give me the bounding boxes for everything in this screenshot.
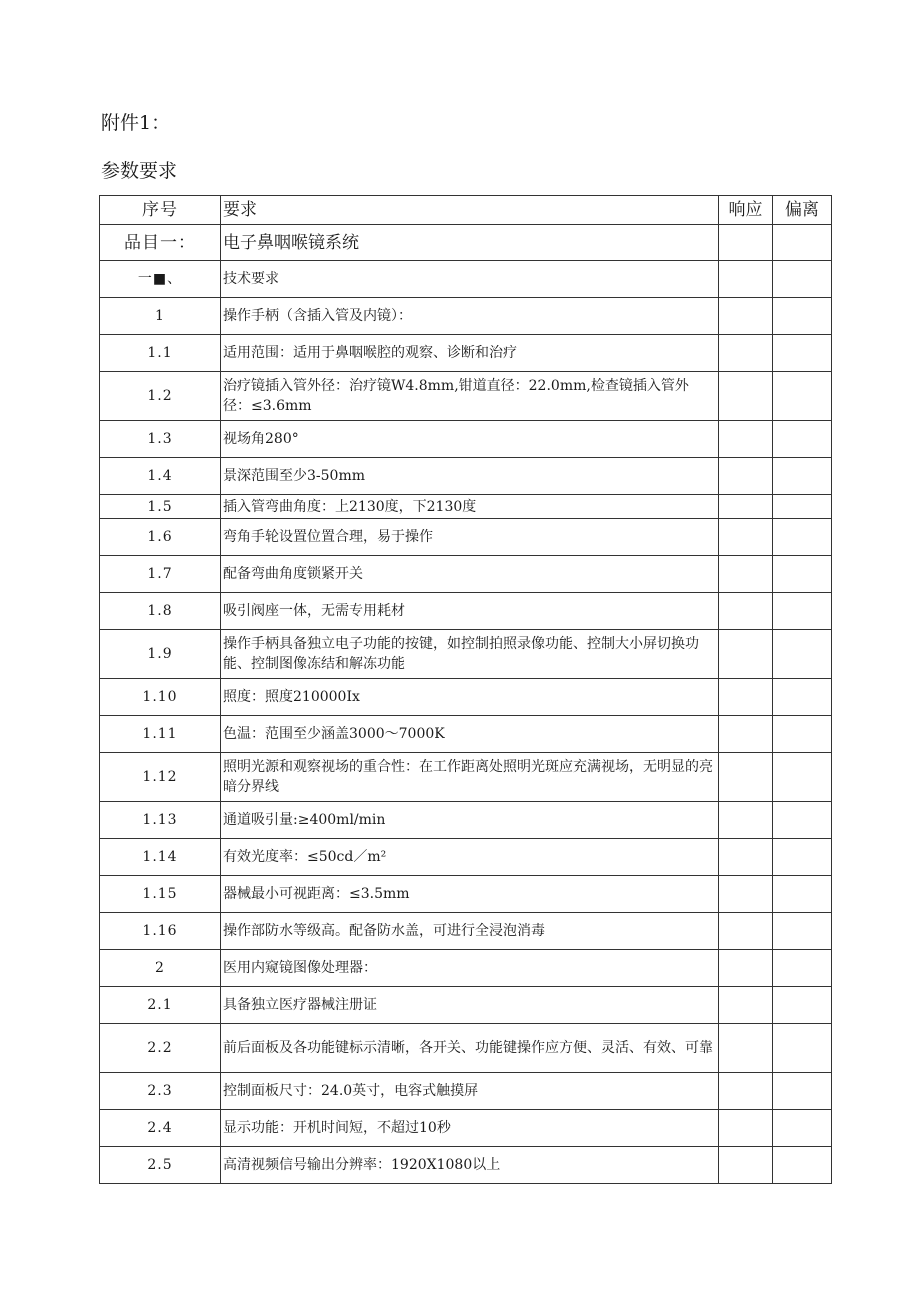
row-deviation <box>773 679 832 716</box>
row-response <box>719 1073 773 1110</box>
row-number: 1.10 <box>100 679 221 716</box>
row-requirement: 景深范围至少3-50mm <box>221 458 719 495</box>
row-response <box>719 716 773 753</box>
row-response <box>719 225 773 261</box>
row-deviation <box>773 458 832 495</box>
table-header-row <box>100 196 832 225</box>
row-deviation <box>773 876 832 913</box>
row-number: 2.5 <box>100 1147 221 1184</box>
table-row <box>100 335 832 372</box>
table-row <box>100 913 832 950</box>
row-requirement: 适用范围：适用于鼻咽喉腔的观察、诊断和治疗 <box>221 335 719 372</box>
row-response <box>719 987 773 1024</box>
row-requirement: 弯角手轮设置位置合理，易于操作 <box>221 519 719 556</box>
row-deviation <box>773 593 832 630</box>
row-number: 1.9 <box>100 630 221 679</box>
row-deviation <box>773 1147 832 1184</box>
table-row <box>100 298 832 335</box>
table-row <box>100 421 832 458</box>
row-deviation <box>773 298 832 335</box>
row-number: 1.11 <box>100 716 221 753</box>
row-requirement: 色温：范围至少涵盖3000〜7000K <box>221 716 719 753</box>
row-number: 1.3 <box>100 421 221 458</box>
row-response <box>719 1024 773 1073</box>
row-number: 1.16 <box>100 913 221 950</box>
row-deviation <box>773 716 832 753</box>
row-number: 1.4 <box>100 458 221 495</box>
requirements-table <box>99 195 832 1184</box>
row-number: 1.12 <box>100 753 221 802</box>
row-response <box>719 1110 773 1147</box>
row-requirement: 吸引阀座一体，无需专用耗材 <box>221 593 719 630</box>
header-response: 响应 <box>719 196 773 225</box>
row-number: 2.2 <box>100 1024 221 1073</box>
row-number: 1.13 <box>100 802 221 839</box>
row-response <box>719 519 773 556</box>
row-deviation <box>773 630 832 679</box>
row-response <box>719 950 773 987</box>
row-deviation <box>773 1024 832 1073</box>
row-number: 1 <box>100 298 221 335</box>
row-requirement: 配备弯曲角度锁紧开关 <box>221 556 719 593</box>
row-response <box>719 458 773 495</box>
row-number: 1.14 <box>100 839 221 876</box>
row-requirement: 照明光源和观察视场的重合性：在工作距离处照明光斑应充满视场，无明显的亮暗分界线 <box>221 753 719 802</box>
table-row <box>100 1110 832 1147</box>
requirements-table-body <box>100 196 832 1184</box>
row-deviation <box>773 225 832 261</box>
row-requirement: 治疗镜插入管外径：治疗镜W4.8mm,钳道直径：22.0mm,检查镜插入管外径：≤3.6mm <box>221 372 719 421</box>
row-requirement: 操作部防水等级高。配备防水盖，可进行全浸泡消毒 <box>221 913 719 950</box>
row-response <box>719 593 773 630</box>
row-requirement: 有效光度率：≤50cd／m² <box>221 839 719 876</box>
table-row <box>100 630 832 679</box>
row-requirement: 操作手柄（含插入管及内镜）： <box>221 298 719 335</box>
table-row <box>100 1073 832 1110</box>
row-requirement: 显示功能：开机时间短，不超过10秒 <box>221 1110 719 1147</box>
row-response <box>719 753 773 802</box>
row-requirement: 电子鼻咽喉镜系统 <box>221 225 719 261</box>
table-row <box>100 802 832 839</box>
row-response <box>719 876 773 913</box>
table-row <box>100 519 832 556</box>
section-title: 参数要求 <box>101 160 178 182</box>
row-deviation <box>773 753 832 802</box>
row-deviation <box>773 950 832 987</box>
table-row <box>100 987 832 1024</box>
row-number: 1.1 <box>100 335 221 372</box>
row-deviation <box>773 556 832 593</box>
row-response <box>719 1147 773 1184</box>
row-number: 1.15 <box>100 876 221 913</box>
table-row <box>100 556 832 593</box>
row-deviation <box>773 913 832 950</box>
row-number: 一■、 <box>100 261 221 298</box>
header-deviation: 偏离 <box>773 196 832 225</box>
row-requirement: 通道吸引量:≥400ml/min <box>221 802 719 839</box>
row-requirement: 技术要求 <box>221 261 719 298</box>
row-requirement: 操作手柄具备独立电子功能的按键，如控制拍照录像功能、控制大小屏切换功能、控制图像冻结和解冻功能 <box>221 630 719 679</box>
table-row <box>100 593 832 630</box>
header-requirement: 要求 <box>221 196 719 225</box>
attachment-label: 附件1： <box>101 112 171 134</box>
table-row <box>100 225 832 261</box>
row-response <box>719 679 773 716</box>
row-response <box>719 839 773 876</box>
row-response <box>719 495 773 519</box>
row-deviation <box>773 421 832 458</box>
table-row <box>100 679 832 716</box>
row-deviation <box>773 839 832 876</box>
row-number: 1.7 <box>100 556 221 593</box>
row-response <box>719 335 773 372</box>
row-response <box>719 630 773 679</box>
row-response <box>719 913 773 950</box>
row-requirement: 插入管弯曲角度：上2130度，下2130度 <box>221 495 719 519</box>
row-response <box>719 372 773 421</box>
row-number: 2.3 <box>100 1073 221 1110</box>
row-deviation <box>773 1073 832 1110</box>
header-no: 序号 <box>100 196 221 225</box>
row-requirement: 前后面板及各功能键标示清晰，各开关、功能键操作应方便、灵活、有效、可靠 <box>221 1024 719 1073</box>
table-row <box>100 1024 832 1073</box>
row-number: 2.1 <box>100 987 221 1024</box>
row-deviation <box>773 372 832 421</box>
table-row <box>100 716 832 753</box>
row-deviation <box>773 495 832 519</box>
row-deviation <box>773 519 832 556</box>
row-deviation <box>773 987 832 1024</box>
table-row <box>100 372 832 421</box>
row-number: 2.4 <box>100 1110 221 1147</box>
table-row <box>100 753 832 802</box>
table-row <box>100 458 832 495</box>
row-number: 品目一： <box>100 225 221 261</box>
row-deviation <box>773 1110 832 1147</box>
row-number: 1.8 <box>100 593 221 630</box>
row-response <box>719 802 773 839</box>
row-number: 1.6 <box>100 519 221 556</box>
row-requirement: 控制面板尺寸：24.0英寸，电容式触摸屏 <box>221 1073 719 1110</box>
row-number: 2 <box>100 950 221 987</box>
table-row <box>100 261 832 298</box>
table-row <box>100 950 832 987</box>
row-number: 1.5 <box>100 495 221 519</box>
table-row <box>100 839 832 876</box>
table-row <box>100 1147 832 1184</box>
table-row <box>100 876 832 913</box>
row-deviation <box>773 335 832 372</box>
row-deviation <box>773 802 832 839</box>
row-number: 1.2 <box>100 372 221 421</box>
row-requirement: 高清视频信号输出分辨率：1920X1080以上 <box>221 1147 719 1184</box>
row-requirement: 医用内窥镜图像处理器： <box>221 950 719 987</box>
row-requirement: 视场角280° <box>221 421 719 458</box>
row-requirement: 照度：照度210000Ix <box>221 679 719 716</box>
row-deviation <box>773 261 832 298</box>
row-requirement: 具备独立医疗器械注册证 <box>221 987 719 1024</box>
row-response <box>719 556 773 593</box>
row-requirement: 器械最小可视距离：≤3.5mm <box>221 876 719 913</box>
row-response <box>719 298 773 335</box>
row-response <box>719 261 773 298</box>
table-row <box>100 495 832 519</box>
row-response <box>719 421 773 458</box>
